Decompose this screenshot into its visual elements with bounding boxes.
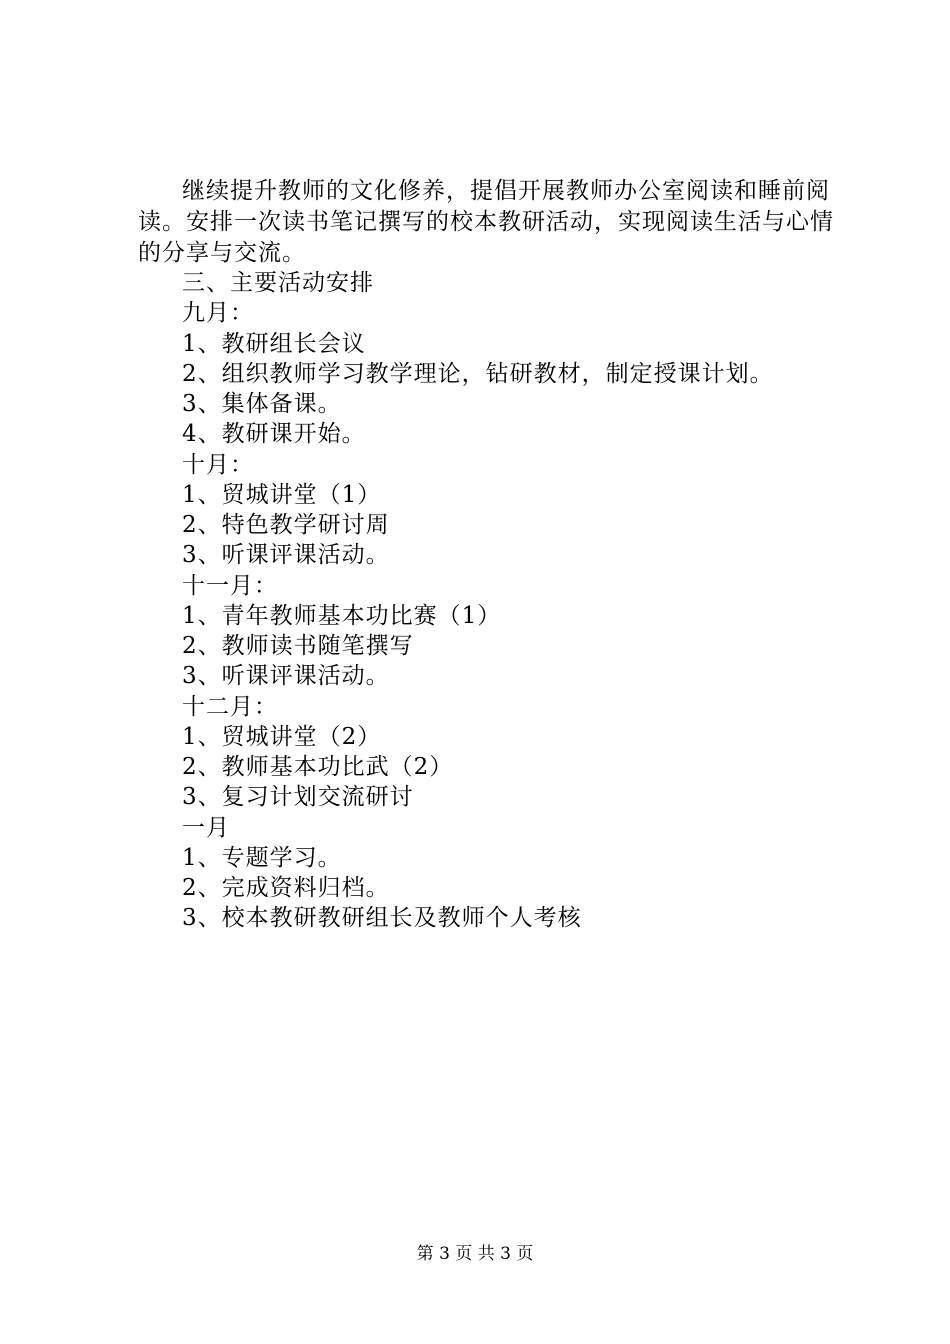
activity-schedule — [182, 268, 774, 934]
schedule-item: 1、教研组长会议 — [182, 330, 366, 357]
schedule-item: 2、教师读书随笔撰写 — [182, 633, 414, 659]
month-heading-january: 一月 — [182, 814, 230, 841]
month-heading-september: 九月： — [182, 300, 254, 327]
schedule-item: 3、校本教研教研组长及教师个人考核 — [182, 905, 582, 932]
month-heading-october: 十月： — [182, 451, 254, 478]
schedule-item: 2、教师基本功比武（2） — [182, 754, 454, 780]
schedule-item: 3、听课评课活动。 — [182, 542, 390, 569]
schedule-item: 1、贸城讲堂（1） — [182, 481, 382, 508]
schedule-item: 3、复习计划交流研讨 — [182, 784, 414, 811]
page-footer: 第 3 页 共 3 页 — [416, 1244, 534, 1264]
intro-paragraph: 继续提升教师的文化修养，提倡开展教师办公室阅读和睡前阅读。安排一次读书笔记撰写的校本教研活动，实现阅读生活与心情的分享与交流。 — [138, 178, 834, 266]
schedule-item: 1、青年教师基本功比赛（1） — [182, 602, 502, 629]
schedule-item: 1、贸城讲堂（2） — [182, 723, 382, 750]
schedule-item: 2、完成资料归档。 — [182, 875, 390, 901]
schedule-item: 3、听课评课活动。 — [182, 663, 390, 690]
month-heading-november: 十一月： — [182, 572, 278, 599]
schedule-item: 2、特色教学研讨周 — [182, 512, 390, 538]
section-heading: 三、主要活动安排 — [182, 270, 374, 296]
month-heading-december: 十二月： — [182, 693, 278, 720]
schedule-item: 4、教研课开始。 — [182, 421, 366, 448]
schedule-item: 2、组织教师学习教学理论，钻研教材，制定授课计划。 — [182, 360, 774, 387]
schedule-item: 1、专题学习。 — [182, 844, 342, 871]
schedule-item: 3、集体备课。 — [182, 391, 342, 417]
